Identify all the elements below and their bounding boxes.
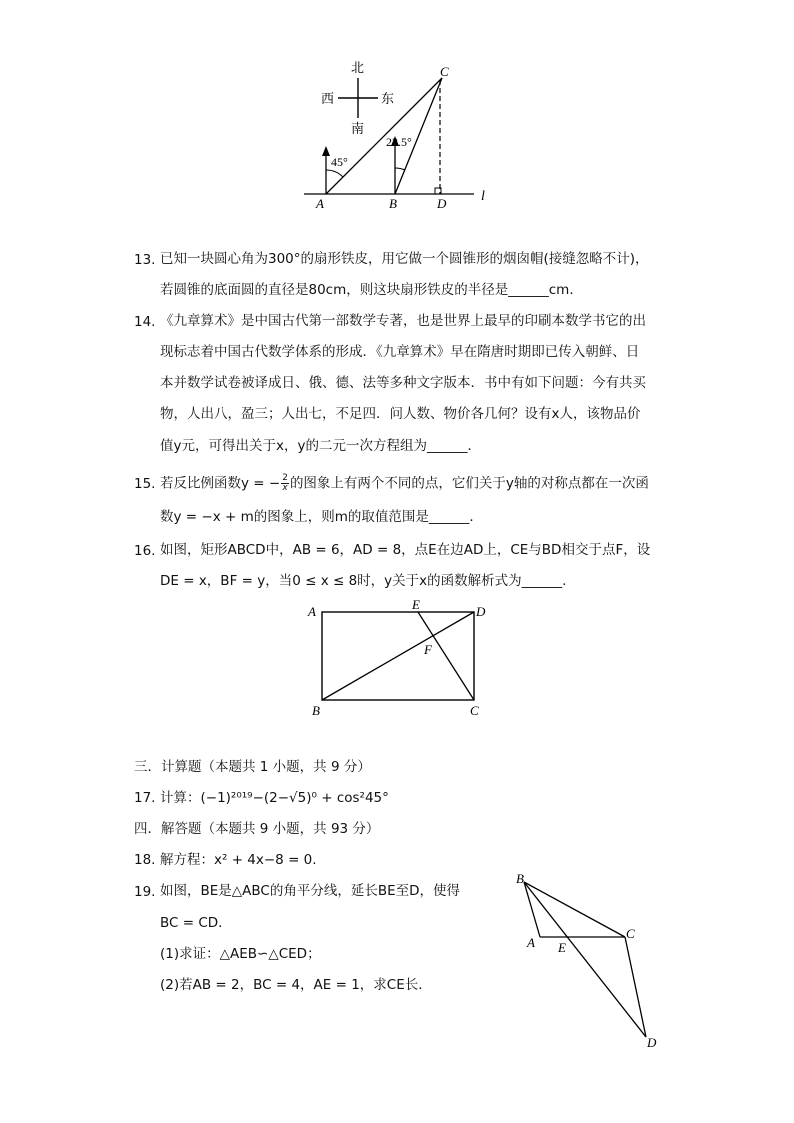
q13-line2: 若圆锥的底面圆的直径是80cm，则这块扇形铁皮的半径是______cm. (160, 282, 574, 298)
rectangle-figure (300, 598, 500, 723)
point-B: B (389, 196, 397, 211)
q15-frac-den: x (282, 483, 288, 493)
q19-line4: (2)若AB = 2，BC = 4，AE = 1，求CE长． (160, 977, 432, 993)
rect-point-D: D (476, 604, 486, 619)
q15-number: 15. (134, 476, 156, 492)
q13-number: 13. (134, 252, 156, 268)
q19-number: 19. (134, 884, 156, 900)
q14-line3: 本并数学试卷被译成日、俄、德、法等多种文字版本．书中有如下问题：今有共买 (160, 375, 646, 391)
q19-line3: (1)求证：△AEB∽△CED； (160, 946, 321, 962)
q14-line4: 物，人出八，盈三；人出七，不足四．问人数、物价各几何？设有x人，该物品价 (160, 406, 641, 422)
q14-line5: 值y元，可得出关于x，y的二元一次方程组为______． (160, 438, 481, 454)
section4-heading: 四．解答题（本题共 9 小题，共 93 分） (134, 821, 380, 837)
q18-number: 18. (134, 852, 156, 868)
tri-point-B: B (516, 871, 524, 886)
q16-line1: 如图，矩形ABCD中，AB = 6，AD = 8，点E在边AD上，CE与BD相交于点F，设 (160, 542, 651, 558)
q15-frac-num: 2 (282, 473, 288, 483)
q15-line1 (160, 474, 649, 493)
angle-22-5: 22.5° (386, 135, 412, 149)
tri-point-C: C (626, 926, 635, 941)
q15-line2: 数y = −x + m的图象上，则m的取值范围是______． (160, 509, 483, 525)
q19-line1: 如图，BE是△ABC的角平分线，延长BE至D，使得 (160, 883, 461, 899)
section3-heading: 三．计算题（本题共 1 小题，共 9 分） (134, 759, 371, 775)
q14-number: 14. (134, 314, 156, 330)
q14-line1: 《九章算术》是中国古代第一部数学专著，也是世界上最早的印刷本数学书它的出 (160, 313, 646, 329)
tri-point-E: E (558, 940, 566, 955)
tri-point-D: D (647, 1035, 657, 1050)
rect-point-A: A (308, 604, 316, 619)
q17-text: 计算：(−1)²⁰¹⁹−(2−√5)⁰ + cos²45° (160, 790, 389, 806)
q15-fraction (281, 474, 289, 493)
point-A: A (316, 196, 324, 211)
q18-text: 解方程：x² + 4x−8 = 0. (160, 852, 317, 868)
point-C: C (440, 64, 449, 79)
bearing-figure (0, 0, 794, 230)
bisector-figure (505, 868, 675, 1053)
rect-point-C: C (470, 703, 479, 718)
q17-number: 17. (134, 790, 156, 806)
compass-north: 北 (351, 61, 365, 76)
line-l: l (481, 189, 485, 204)
rect-point-F: F (424, 642, 432, 657)
rect-point-B: B (312, 703, 320, 718)
q15-line1-pre: 若反比例函数y = − (160, 475, 281, 492)
q16-number: 16. (134, 543, 156, 559)
compass-west: 西 (321, 92, 335, 107)
point-D: D (437, 196, 447, 211)
rect-point-E: E (412, 598, 420, 612)
q14-line2: 现标志着中国古代数学体系的形成．《九章算术》早在隋唐时期即已传入朝鲜、日 (160, 344, 640, 360)
q15-line1-post: 的图象上有两个不同的点，它们关于y轴的对称点都在一次函 (289, 475, 649, 492)
q13-line1: 已知一块圆心角为300°的扇形铁皮，用它做一个圆锥形的烟囱帽(接缝忽略不计)， (160, 251, 649, 267)
compass-east: 东 (381, 92, 395, 107)
compass-south: 南 (351, 122, 365, 137)
q16-line2: DE = x，BF = y，当0 ≤ x ≤ 8时，y关于x的函数解析式为______. (160, 573, 567, 589)
q19-line2: BC = CD． (160, 915, 232, 931)
tri-point-A: A (527, 935, 535, 950)
angle-45: 45° (331, 155, 348, 169)
